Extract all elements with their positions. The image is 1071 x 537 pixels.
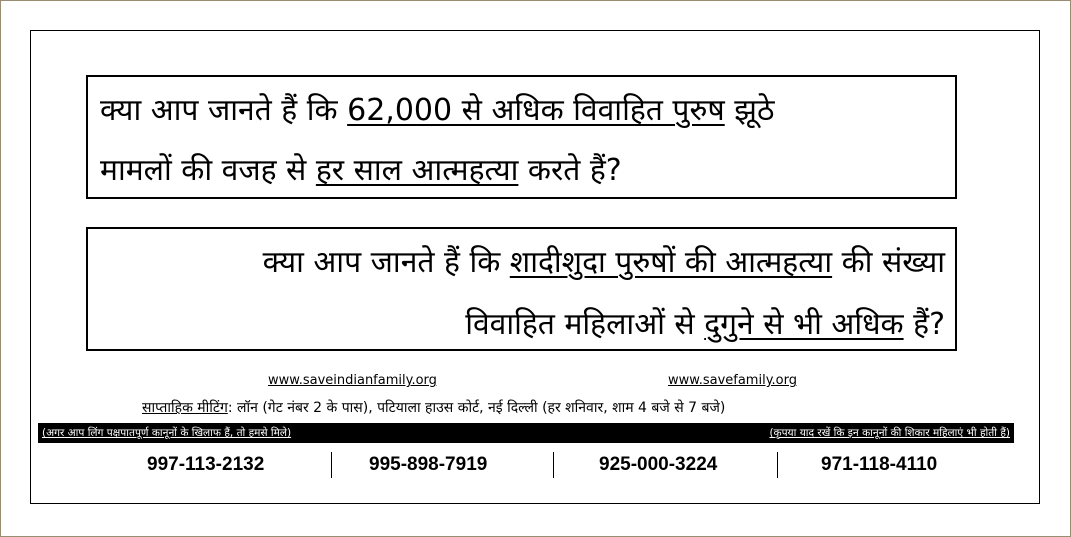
website-link-2[interactable]: www.savefamily.org [668, 373, 797, 388]
text: झूठे [724, 93, 775, 128]
separator [777, 452, 778, 478]
notice-strip [38, 423, 1014, 443]
text: की संख्या [832, 245, 945, 280]
text: करते हैं? [518, 153, 622, 188]
underlined-text: दुगुने से भी अधिक [704, 307, 904, 342]
notice-right: (कृपया याद रखें कि इन कानूनों की शिकार महिलाएं भी होती हैं) [769, 427, 1010, 439]
question-2-line-1 [263, 243, 945, 283]
meeting-info [142, 398, 725, 417]
phone-numbers [0, 450, 1071, 482]
question-1-line-2 [100, 151, 622, 191]
phone-number-1: 997-113-2132 [147, 454, 265, 475]
meeting-text: : लॉन (गेट नंबर 2 के पास), पटियाला हाउस कोर्ट, नई दिल्ली (हर शनिवार, शाम 4 बजे से 7 बजे) [227, 400, 726, 416]
phone-number-3: 925-000-3224 [599, 454, 718, 475]
question-1-line-1 [100, 91, 774, 131]
separator [331, 452, 332, 478]
text: विवाहित महिलाओं से [465, 307, 705, 342]
underlined-text: 62,000 से अधिक विवाहित पुरुष [347, 93, 725, 128]
notice-left: (अगर आप लिंग पक्षपातपूर्ण कानूनों के खिलाफ हैं, तो हमसे मिले) [42, 427, 292, 439]
text: क्या आप जानते हैं कि [262, 245, 510, 280]
website-link-1[interactable]: www.saveindianfamily.org [268, 373, 437, 388]
meeting-label: साप्ताहिक मीटिंग [142, 400, 228, 416]
underlined-text: शादीशुदा पुरुषों की आत्महत्या [509, 245, 833, 280]
question-2-line-2 [465, 305, 945, 345]
phone-number-4: 971-118-4110 [821, 454, 938, 475]
text: मामलों की वजह से [100, 153, 316, 188]
text: हैं? [903, 307, 945, 342]
phone-number-2: 995-898-7919 [369, 454, 488, 475]
website-link-2-container [668, 373, 797, 388]
separator [553, 452, 554, 478]
text: क्या आप जानते हैं कि [100, 93, 348, 128]
question-box-1 [86, 75, 957, 199]
website-link-1-container [268, 373, 437, 388]
underlined-text: हर साल आत्महत्या [315, 153, 519, 188]
question-box-2 [86, 227, 957, 351]
